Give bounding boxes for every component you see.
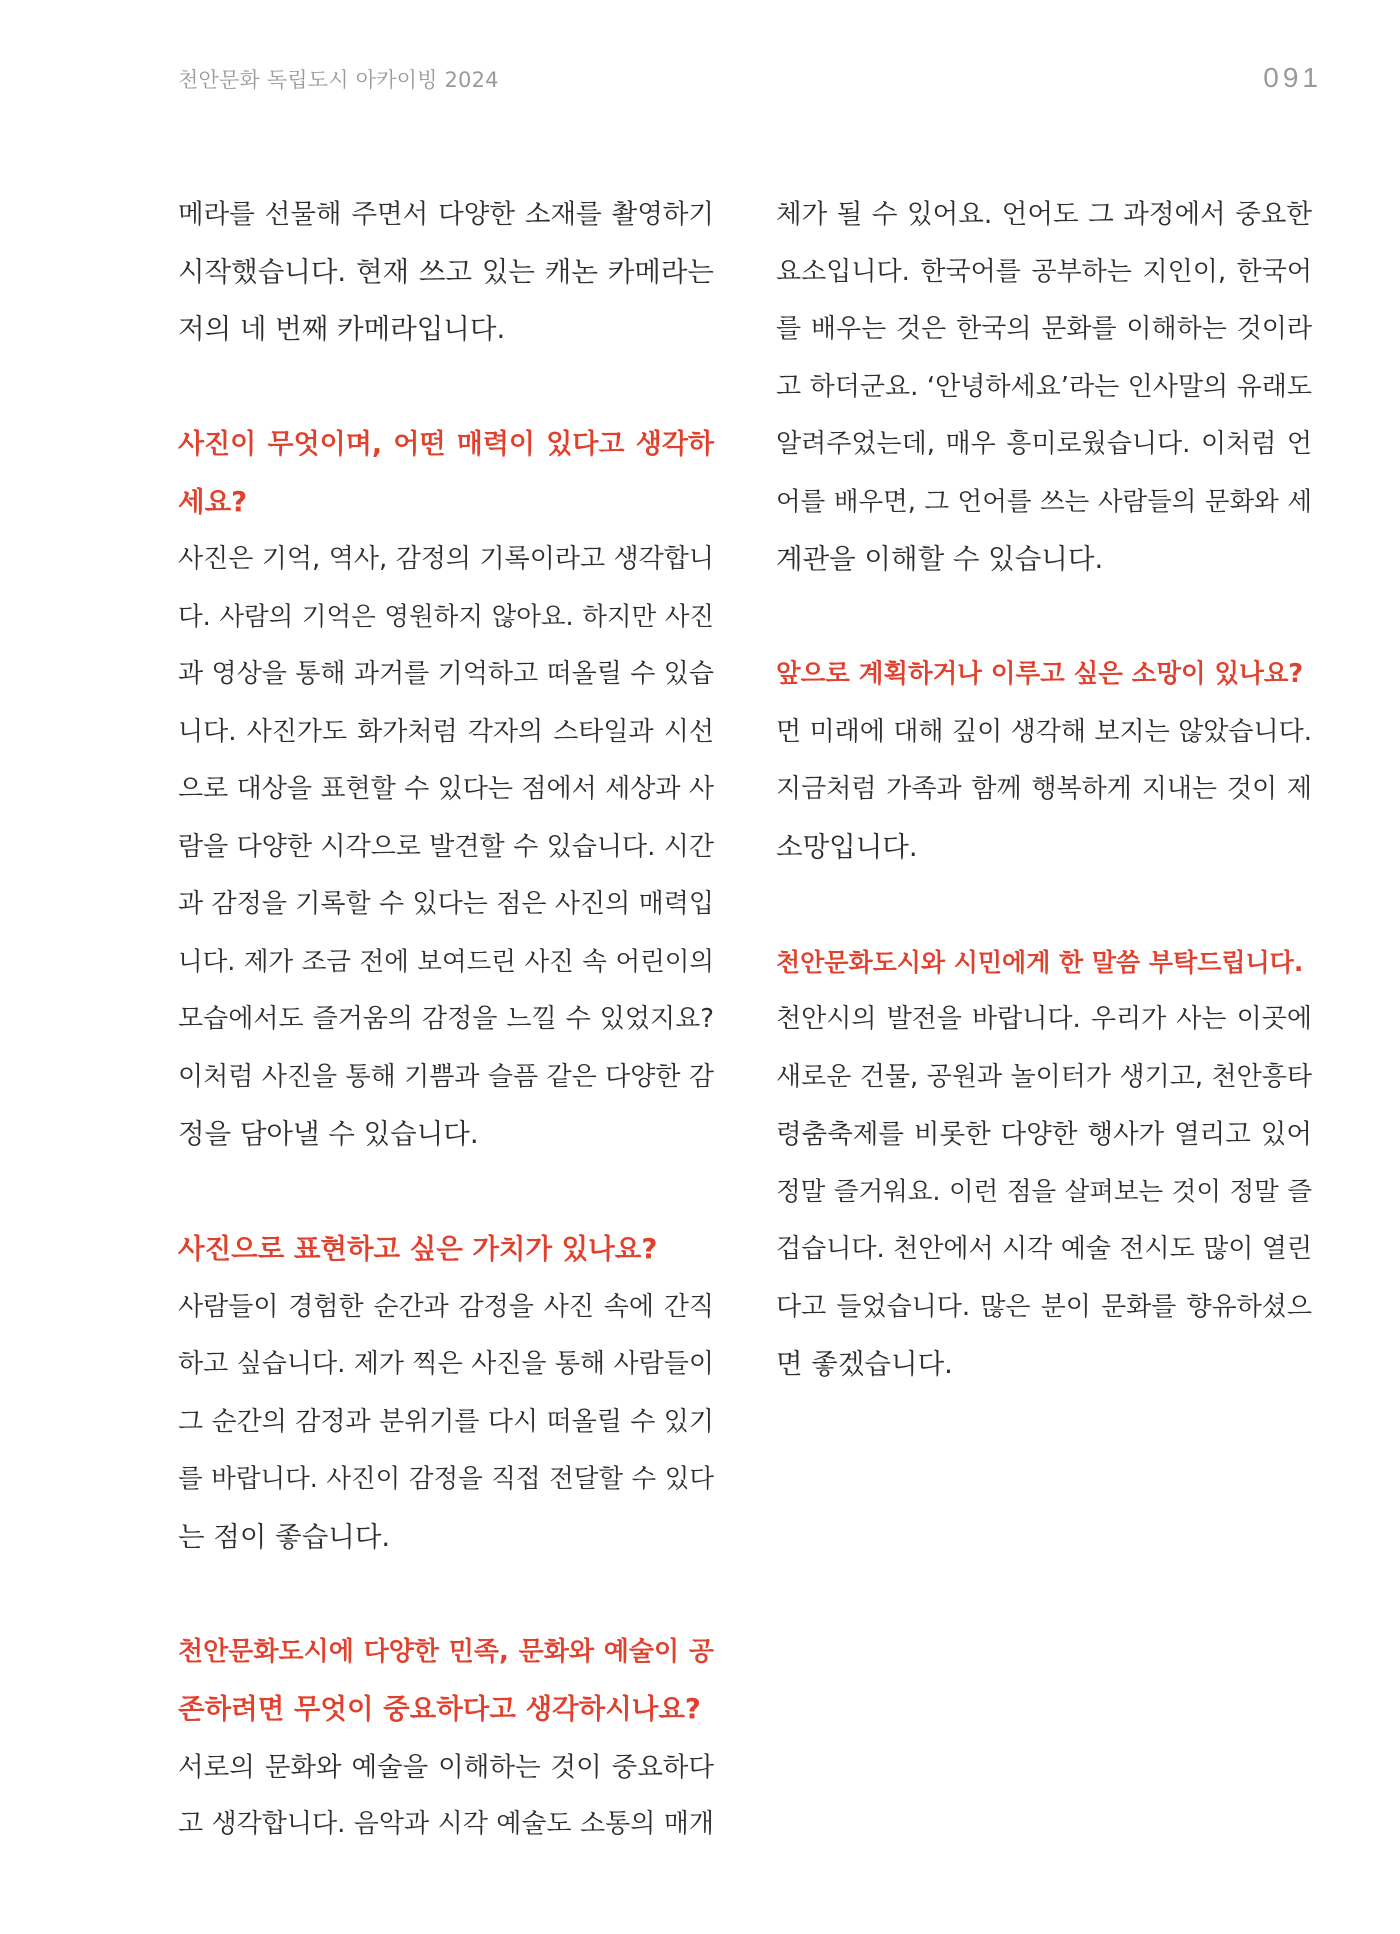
- text-line: 지금처럼 가족과 함께 행복하게 지내는 것이 제: [776, 774, 1312, 804]
- text-line: 메라를 선물해 주면서 다양한 소재를 촬영하기: [178, 199, 714, 230]
- text-line: 계관을 이해할 수 있습니다.: [776, 543, 1104, 575]
- text-line: 천안시의 발전을 바랍니다. 우리가 사는 이곳에: [776, 1004, 1312, 1034]
- text-line: 그 순간의 감정과 분위기를 다시 떠올릴 수 있기: [178, 1406, 714, 1437]
- text-line: 과 감정을 기록할 수 있다는 점은 사진의 매력입: [178, 889, 714, 919]
- question-line: 앞으로 계획하거나 이루고 싶은 소망이 있나요?: [776, 659, 1304, 689]
- answer-paragraph: [178, 1739, 714, 1854]
- text-line: 요소입니다. 한국어를 공부하는 지인이, 한국어: [776, 256, 1312, 287]
- right-column: [776, 186, 1312, 1394]
- answer-paragraph: [776, 991, 1312, 1394]
- answer-paragraph: [178, 1279, 714, 1567]
- text-line: 하고 싶습니다. 제가 찍은 사진을 통해 사람들이: [178, 1349, 714, 1379]
- text-line: 를 배우는 것은 한국의 문화를 이해하는 것이라: [776, 314, 1312, 344]
- text-line: 알려주었는데, 매우 흥미로웠습니다. 이처럼 언: [776, 429, 1312, 459]
- text-line: 시작했습니다. 현재 쓰고 있는 캐논 카메라는: [178, 255, 714, 288]
- text-line: 사람들이 경험한 순간과 감정을 사진 속에 간직: [178, 1291, 714, 1322]
- text-line: 는 점이 좋습니다.: [178, 1520, 391, 1553]
- header-title: 천안문화 독립도시 아카이빙 2024: [178, 68, 499, 92]
- question-heading: [776, 934, 1312, 992]
- question-line: 세요?: [178, 485, 248, 518]
- text-line: 령춤축제를 비롯한 다양한 행사가 열리고 있어: [776, 1119, 1312, 1150]
- question-line: 천안문화도시와 시민에게 한 말씀 부탁드립니다.: [776, 947, 1304, 977]
- text-line: 람을 다양한 시각으로 발견할 수 있습니다. 시간: [178, 831, 714, 862]
- text-line: 다. 사람의 기억은 영원하지 않아요. 하지만 사진: [178, 601, 714, 632]
- text-line: 정말 즐거워요. 이런 점을 살펴보는 것이 정말 즐: [776, 1176, 1312, 1207]
- text-line: 소망입니다.: [776, 830, 918, 863]
- text-line: 겁습니다. 천안에서 시각 예술 전시도 많이 열린: [776, 1234, 1312, 1264]
- left-column: [178, 186, 714, 1854]
- intro-paragraph: [178, 186, 714, 359]
- text-line: 과 영상을 통해 과거를 기억하고 떠올릴 수 있습: [178, 659, 714, 689]
- answer-paragraph: [776, 704, 1312, 877]
- text-line: 먼 미래에 대해 깊이 생각해 보지는 않았습니다.: [776, 716, 1312, 747]
- text-line: 면 좋겠습니다.: [776, 1348, 953, 1380]
- text-line: 서로의 문화와 예술을 이해하는 것이 중요하다: [178, 1751, 714, 1783]
- question-line: 사진으로 표현하고 싶은 가치가 있나요?: [178, 1233, 658, 1265]
- text-line: 어를 배우면, 그 언어를 쓰는 사람들의 문화와 세: [776, 486, 1312, 517]
- text-line: 으로 대상을 표현할 수 있다는 점에서 세상과 사: [178, 774, 714, 804]
- question-heading: [178, 416, 714, 531]
- answer-paragraph: [178, 531, 714, 1164]
- question-line: 천안문화도시에 다양한 민족, 문화와 예술이 공: [178, 1636, 714, 1667]
- text-line: 고 하더군요. ‘안녕하세요’라는 인사말의 유래도: [776, 371, 1312, 402]
- text-line: 고 생각합니다. 음악과 시각 예술도 소통의 매개: [178, 1809, 714, 1839]
- question-heading: [178, 1221, 714, 1279]
- text-line: 정을 담아낼 수 있습니다.: [178, 1118, 479, 1150]
- text-line: 니다. 사진가도 화가처럼 각자의 스타일과 시선: [178, 716, 714, 747]
- answer-paragraph-continued: [776, 186, 1312, 589]
- text-line: 모습에서도 즐거움의 감정을 느낄 수 있었지요?: [178, 1004, 714, 1034]
- text-line: 사진은 기억, 역사, 감정의 기록이라고 생각합니: [178, 544, 714, 574]
- question-heading: [776, 646, 1312, 704]
- text-line: 를 바랍니다. 사진이 감정을 직접 전달할 수 있다: [178, 1464, 714, 1494]
- question-heading: [178, 1624, 714, 1739]
- text-line: 저의 네 번째 카메라입니다.: [178, 313, 506, 345]
- question-line: 존하려면 무엇이 중요하다고 생각하시나요?: [178, 1693, 701, 1725]
- question-line: 사진이 무엇이며, 어떤 매력이 있다고 생각하: [178, 429, 714, 460]
- text-line: 이처럼 사진을 통해 기쁨과 슬픔 같은 다양한 감: [178, 1061, 714, 1092]
- text-line: 새로운 건물, 공원과 놀이터가 생기고, 천안흥타: [776, 1061, 1312, 1092]
- text-line: 체가 될 수 있어요. 언어도 그 과정에서 중요한: [776, 199, 1312, 230]
- text-line: 니다. 제가 조금 전에 보여드린 사진 속 어린이의: [178, 946, 714, 977]
- page-number: 091: [1263, 62, 1322, 93]
- text-line: 다고 들었습니다. 많은 분이 문화를 향유하셨으: [776, 1291, 1312, 1322]
